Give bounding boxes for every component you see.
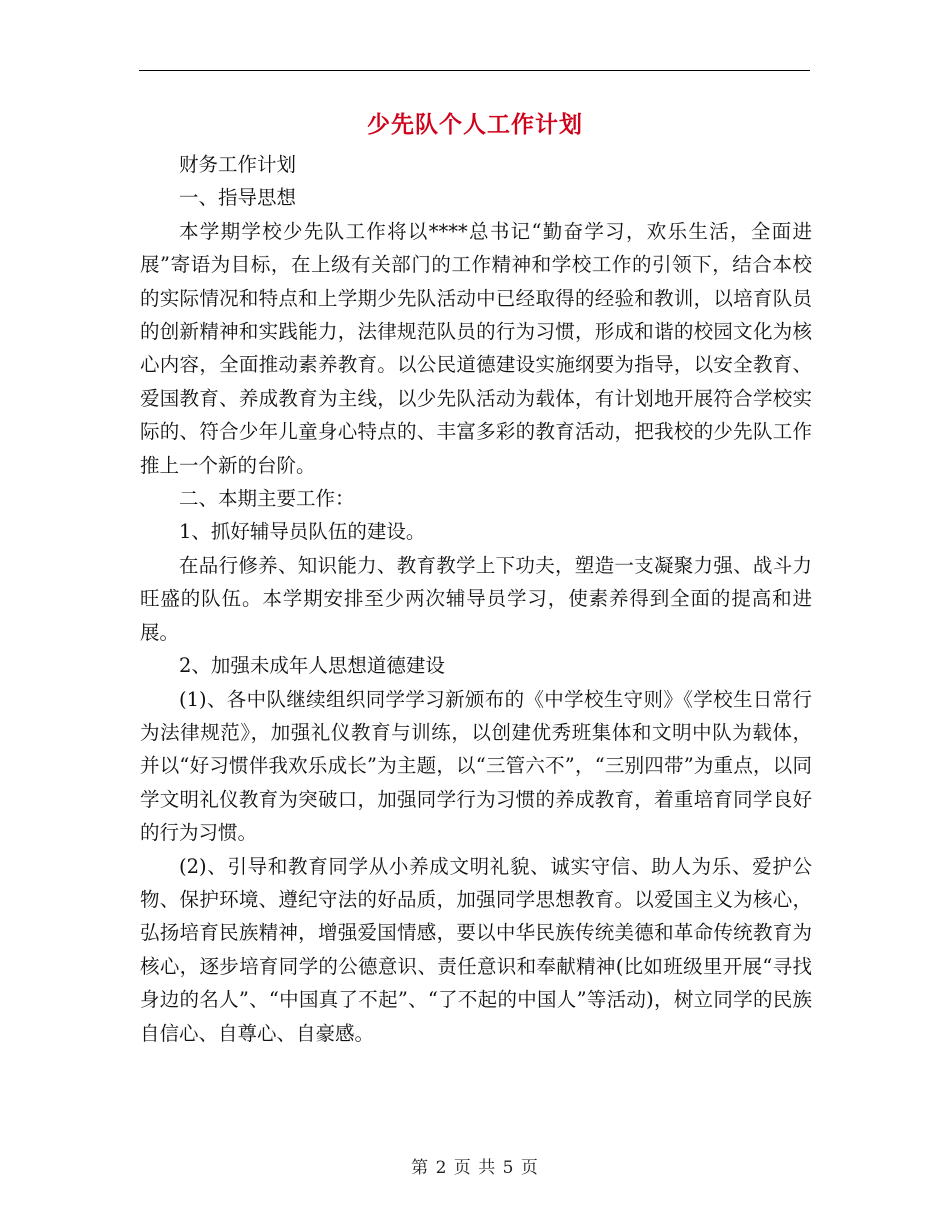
paragraph: 财务工作计划	[179, 153, 297, 176]
paragraph: (1)、各中队继续组织同学学习新颁布的《中学校生守则》《学校生日常行为法律规范》，加强礼仪教育与训练，以创建优秀班集体和文明中队为载体，并以“好习惯伴我欢乐成长”为主题，以“三管六不”，“三别四带”为重点，以同学文明礼仪教育为突破口，加强同学行为习惯的养成教育，着重培育同学良好的行为习惯。	[140, 687, 812, 845]
subsection-heading: 2、加强未成年人思想道德建设	[179, 654, 445, 678]
section-heading: 一、指导思想	[179, 186, 297, 210]
header-rule	[139, 70, 810, 71]
page-footer: 第 2 页 共 5 页	[411, 1158, 539, 1178]
subsection-heading: 1、抓好辅导员队伍的建设。	[179, 520, 426, 544]
document-body	[140, 148, 812, 1050]
paragraph: (2)、引导和教育同学从小养成文明礼貌、诚实守信、助人为乐、爱护公物、保护环境、遵纪守法的好品质，加强同学思想教育。以爱国主义为核心，弘扬培育民族精神，增强爱国情感，要以中华民族传统美德和革命传统教育为核心，逐步培育同学的公德意识、责任意识和奉献精神(比如班级里开展“寻找身边的名人”、“中国真了不起”、“了不起的中国人”等活动)，树立同学的民族自信心、自尊心、自豪感。	[140, 854, 812, 1045]
section-heading: 二、本期主要工作：	[179, 487, 355, 511]
paragraph: 在品行修养、知识能力、教育教学上下功夫，塑造一支凝聚力强、战斗力旺盛的队伍。本学期安排至少两次辅导员学习，使素养得到全面的提高和进展。	[140, 553, 812, 644]
paragraph: 本学期学校少先队工作将以****总书记“勤奋学习，欢乐生活，全面进展”寄语为目标，在上级有关部门的工作精神和学校工作的引领下，结合本校的实际情况和特点和上学期少先队活动中已经取得的经验和教训，以培育队员的创新精神和实践能力，法律规范队员的行为习惯，形成和谐的校园文化为核心内容，全面推动素养教育。以公民道德建设实施纲要为指导，以安全教育、爱国教育、养成教育为主线，以少先队活动为载体，有计划地开展符合学校实际的、符合少年儿童身心特点的、丰富多彩的教育活动，把我校的少先队工作推上一个新的台阶。	[140, 219, 812, 477]
page-title: 少先队个人工作计划	[367, 112, 583, 138]
